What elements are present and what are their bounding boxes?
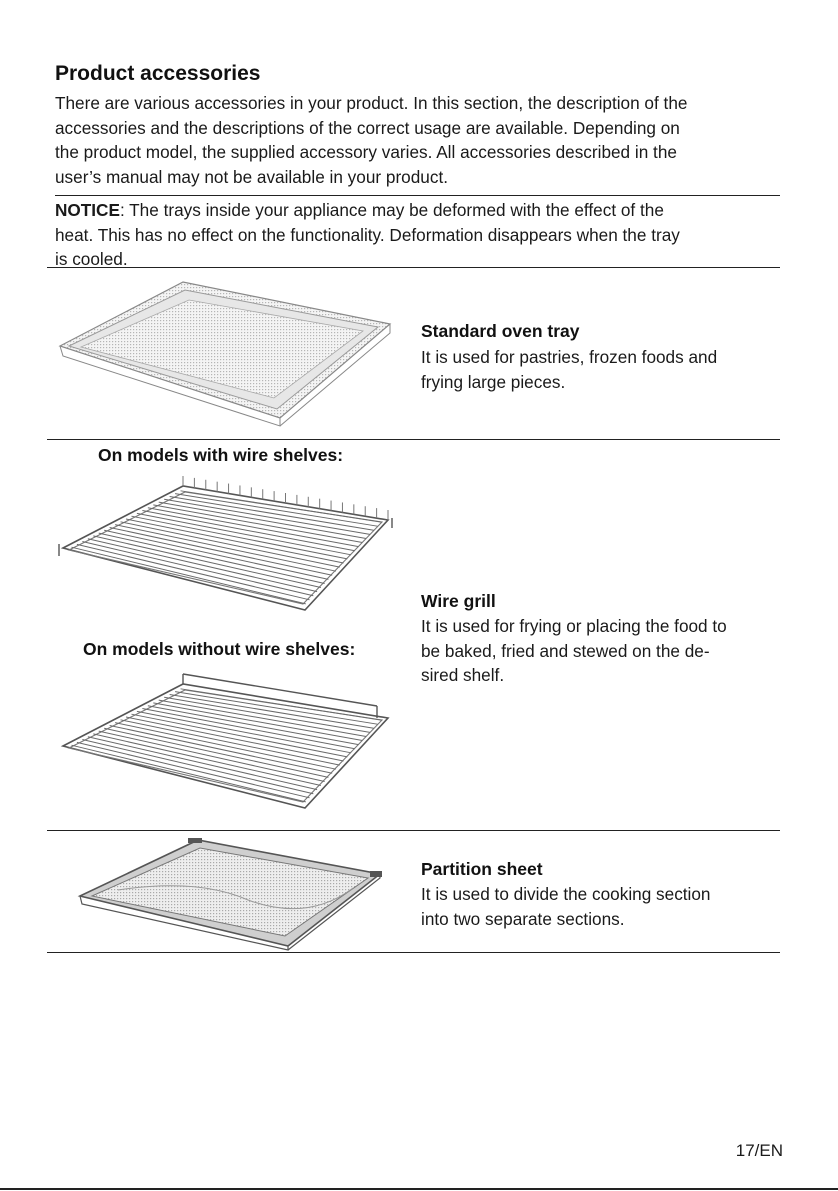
notice-line: heat. This has no effect on the functionality. Deformation disappears when the tray bbox=[55, 224, 680, 245]
grill-without-shelves-label: On models without wire shelves: bbox=[83, 639, 356, 659]
grill-bottom-rule bbox=[47, 830, 780, 831]
wire-grill-with-shelves-illustration bbox=[55, 478, 395, 618]
section-title: Product accessories bbox=[55, 62, 261, 85]
wire-grill-without-shelves-illustration bbox=[55, 676, 395, 816]
oven-tray-illustration bbox=[55, 278, 400, 428]
intro-line: the product model, the supplied accessory varies. All accessories described in the bbox=[55, 142, 677, 162]
notice-top-rule bbox=[55, 195, 780, 196]
notice-label: NOTICE bbox=[55, 200, 120, 220]
page-number: 17/EN bbox=[735, 1141, 783, 1160]
partition-sheet-illustration bbox=[78, 838, 388, 950]
partition-sheet-line: It is used to divide the cooking section bbox=[421, 884, 711, 904]
partition-sheet-description bbox=[421, 882, 791, 931]
wire-grill-line: It is used for frying or placing the food to bbox=[421, 616, 727, 636]
table-top-rule bbox=[47, 267, 780, 268]
oven-tray-line: frying large pieces. bbox=[421, 371, 566, 392]
oven-tray-title: Standard oven tray bbox=[421, 321, 580, 341]
intro-line: accessories and the descriptions of the correct usage are available. Depending on bbox=[55, 117, 680, 138]
oven-tray-description bbox=[421, 345, 791, 394]
page-bottom-edge bbox=[0, 1188, 838, 1190]
tray-bottom-rule bbox=[47, 439, 780, 440]
wire-grill-title: Wire grill bbox=[421, 591, 496, 611]
partition-sheet-line: into two separate sections. bbox=[421, 908, 625, 929]
partition-sheet-title: Partition sheet bbox=[421, 859, 543, 879]
grill-with-shelves-label: On models with wire shelves: bbox=[98, 445, 344, 465]
wire-grill-description bbox=[421, 614, 791, 688]
notice-box bbox=[55, 198, 785, 272]
table-bottom-rule bbox=[47, 952, 780, 953]
notice-line bbox=[55, 198, 785, 223]
notice-text: : The trays inside your appliance may be deformed with the effect of the bbox=[119, 200, 664, 220]
intro-line: There are various accessories in your product. In this section, the description of the bbox=[55, 93, 688, 113]
oven-tray-line: It is used for pastries, frozen foods and bbox=[421, 347, 718, 367]
wire-grill-line: be baked, fried and stewed on the de- bbox=[421, 640, 710, 661]
intro-paragraph bbox=[55, 91, 785, 189]
notice-line: is cooled. bbox=[55, 249, 128, 269]
intro-line: user’s manual may not be available in your product. bbox=[55, 166, 448, 187]
wire-grill-line: sired shelf. bbox=[421, 665, 505, 685]
